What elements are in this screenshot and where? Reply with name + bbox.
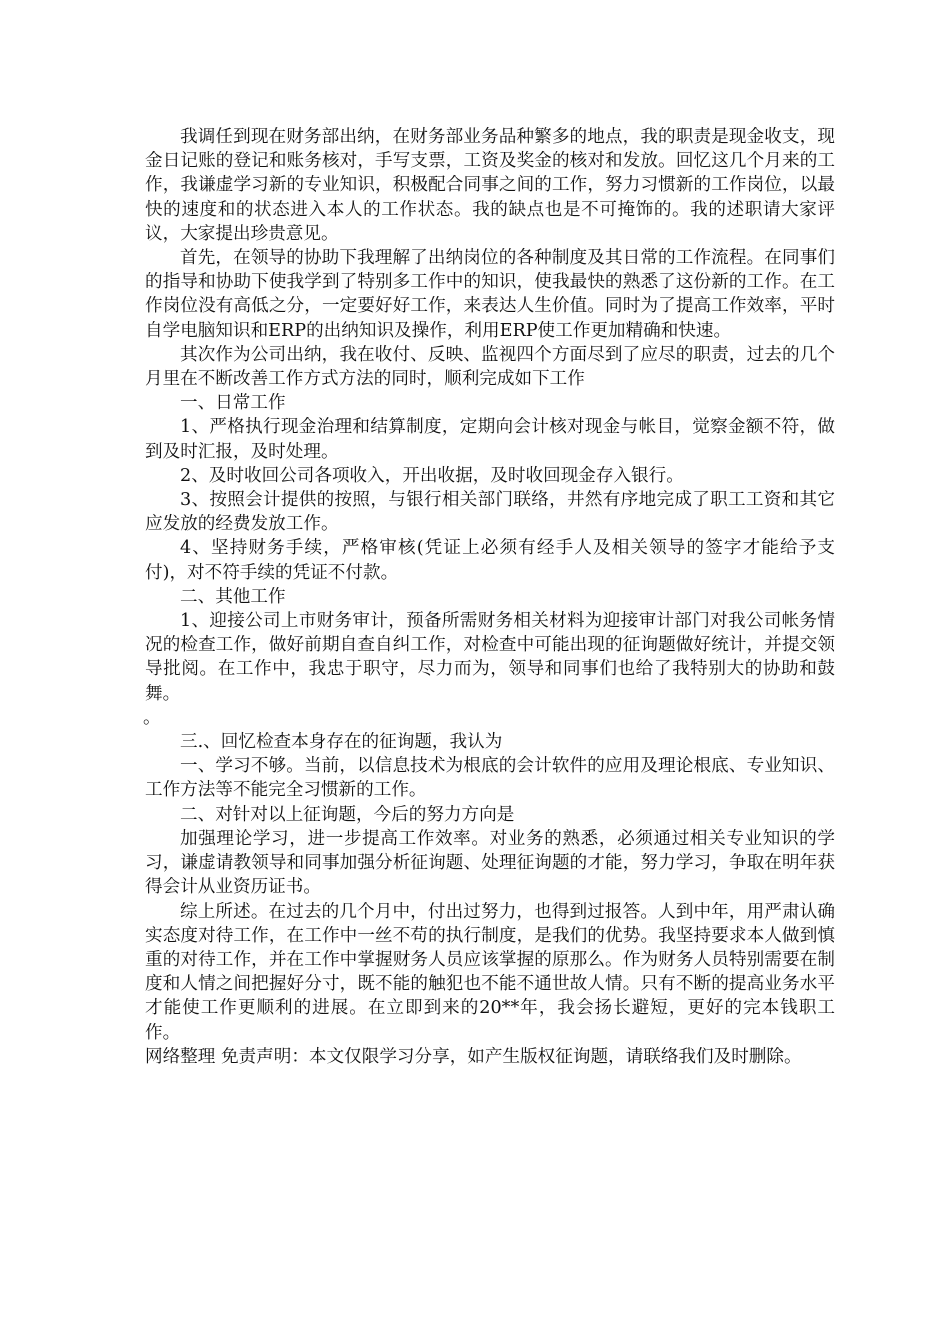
list-item-3: 3、按照会计提供的按照，与银行相关部门联络，井然有序地完成了职工工资和其它应发放的经费发放工作。: [145, 490, 835, 535]
paragraph-intro: 我调任到现在财务部出纳，在财务部业务品种繁多的地点，我的职责是现金收支，现金日记账的登记和账务核对，手写支票，工资及奖金的核对和发放。回忆这几个月来的工作，我谦虚学习新的专业知识，积极配合同事之间的工作，努力习惯新的工作岗位，以最快的速度和的状态进入本人的工作状态。我的缺点也是不可掩饰的。我的述职请大家评议，大家提出珍贵意见。: [145, 127, 835, 244]
heading-review: 三.、回忆检查本身存在的征询题，我认为: [180, 732, 503, 753]
list-item-4: 4、坚持财务手续，严格审核(凭证上必须有经手人及相关领导的签字才能给予支付)，对不符手续的凭证不付款。: [145, 538, 835, 583]
heading-other-work: 二、其他工作: [180, 586, 286, 607]
heading-daily-work: 一、日常工作: [180, 393, 286, 414]
list-item-audit: 1、迎接公司上市财务审计，预备所需财务相关材料为迎接审计部门对我公司帐务情况的检查工作，做好前期自查自纠工作，对检查中可能出现的征询题做好统计，并提交领导批阅。在工作中，我忠于职守，尽力而为，领导和同事们也给了我特别大的协助和鼓舞。: [145, 611, 835, 704]
stray-period: 。: [143, 707, 161, 728]
list-item-1: 1、严格执行现金治理和结算制度，定期向会计核对现金与帐目，觉察金额不符，做到及时汇报，及时处理。: [145, 417, 835, 462]
list-item-2: 2、及时收回公司各项收入，开出收据，及时收回现金存入银行。: [180, 465, 684, 486]
paragraph-improvement: 加强理论学习，进一步提高工作效率。对业务的熟悉，必须通过相关专业知识的学习，谦虚请教领导和同事加强分析征询题、处理征询题的才能，努力学习，争取在明年获得会计从业资历证书。: [145, 828, 835, 898]
disclaimer: 网络整理 免责声明：本文仅限学习分享，如产生版权征询题，请联络我们及时删除。: [145, 1046, 802, 1067]
paragraph-first: 首先，在领导的协助下我理解了出纳岗位的各种制度及其日常的工作流程。在同事们的指导和协助下使我学到了特别多工作中的知识，使我最快的熟悉了这份新的工作。在工作岗位没有高低之分，一定要好好工作，来表达人生价值。同时为了提高工作效率，平时自学电脑知识和ERP的出纳知识及操作，利用ERP使工作更加精确和快速。: [145, 248, 835, 341]
paragraph-conclusion: 综上所述。在过去的几个月中，付出过努力，也得到过报答。人到中年，用严肃认确实态度对待工作，在工作中一丝不苟的执行制度，是我们的优势。我坚持要求本人做到慎重的对待工作，并在工作中掌握财务人员应该掌握的原那么。作为财务人员特别需要在制度和人情之间把握好分寸，既不能的触犯也不能不通世故人情。只有不断的提高业务水平才能使工作更顺利的进展。在立即到来的20**年，我会扬长避短，更好的完本钱职工作。: [145, 901, 835, 1043]
review-item-2: 二、对针对以上征询题，今后的努力方向是: [180, 804, 515, 825]
paragraph-second: 其次作为公司出纳，我在收付、反映、监视四个方面尽到了应尽的职责，过去的几个月里在不断改善工作方式方法的同时，顺利完成如下工作: [145, 344, 835, 390]
document-body: [145, 125, 835, 1069]
review-item-1: 一、学习不够。当前，以信息技术为根底的会计软件的应用及理论根底、专业知识、工作方法等不能完全习惯新的工作。: [145, 756, 835, 801]
